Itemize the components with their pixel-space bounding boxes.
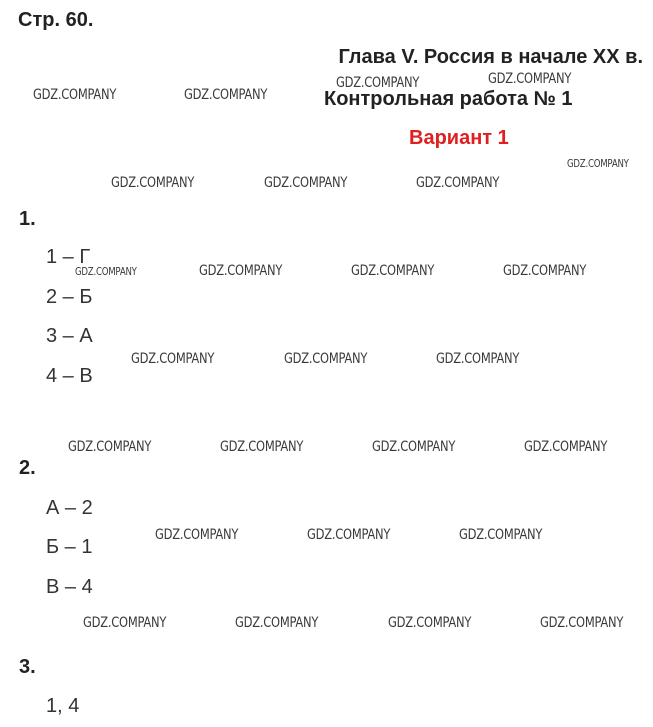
- watermark: GDZ.COMPANY: [459, 527, 543, 543]
- watermark: GDZ.COMPANY: [567, 158, 629, 170]
- question-3-answer-1: 1, 4: [46, 695, 80, 717]
- test-title: Контрольная работа № 1: [324, 88, 573, 110]
- chapter-title: Глава V. Россия в начале XX в.: [338, 46, 643, 68]
- question-1-number: 1.: [19, 208, 36, 230]
- watermark: GDZ.COMPANY: [540, 615, 624, 631]
- page-label: Стр. 60.: [18, 9, 94, 31]
- watermark: GDZ.COMPANY: [131, 351, 215, 367]
- watermark: GDZ.COMPANY: [83, 615, 167, 631]
- watermark: GDZ.COMPANY: [235, 615, 319, 631]
- watermark: GDZ.COMPANY: [388, 615, 472, 631]
- watermark: GDZ.COMPANY: [184, 87, 268, 103]
- question-1-answer-2: 2 – Б: [46, 286, 93, 308]
- question-1-answer-1: 1 – Г: [46, 246, 91, 268]
- watermark: GDZ.COMPANY: [416, 175, 500, 191]
- watermark: GDZ.COMPANY: [284, 351, 368, 367]
- watermark: GDZ.COMPANY: [111, 175, 195, 191]
- variant-title: Вариант 1: [409, 127, 509, 149]
- question-3-number: 3.: [19, 656, 36, 678]
- watermark: GDZ.COMPANY: [372, 439, 456, 455]
- question-2-answer-2: Б – 1: [46, 536, 93, 558]
- watermark: GDZ.COMPANY: [220, 439, 304, 455]
- watermark: GDZ.COMPANY: [264, 175, 348, 191]
- watermark: GDZ.COMPANY: [351, 263, 435, 279]
- watermark: GDZ.COMPANY: [33, 87, 117, 103]
- watermark: GDZ.COMPANY: [336, 75, 420, 91]
- watermark: GDZ.COMPANY: [488, 71, 572, 87]
- watermark: GDZ.COMPANY: [68, 439, 152, 455]
- watermark: GDZ.COMPANY: [199, 263, 283, 279]
- watermark: GDZ.COMPANY: [524, 439, 608, 455]
- question-2-number: 2.: [19, 457, 36, 479]
- question-1-answer-4: 4 – В: [46, 365, 93, 387]
- watermark: GDZ.COMPANY: [503, 263, 587, 279]
- watermark: GDZ.COMPANY: [155, 527, 239, 543]
- question-1-answer-3: 3 – А: [46, 325, 93, 347]
- question-2-answer-3: В – 4: [46, 576, 93, 598]
- question-2-answer-1: А – 2: [46, 497, 93, 519]
- watermark: GDZ.COMPANY: [75, 266, 137, 278]
- watermark: GDZ.COMPANY: [436, 351, 520, 367]
- watermark: GDZ.COMPANY: [307, 527, 391, 543]
